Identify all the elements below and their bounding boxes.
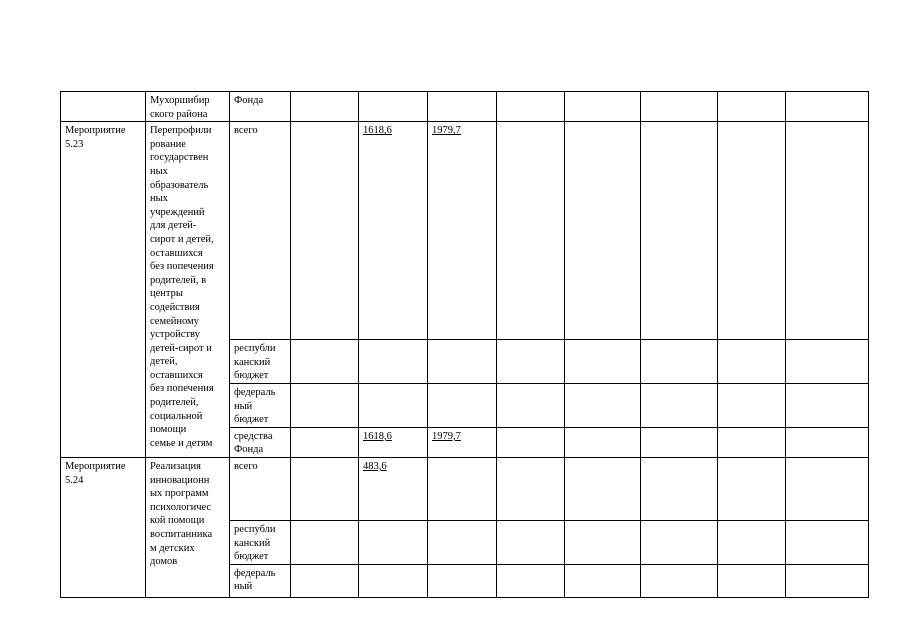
funding-source-cell: федераль ный: [230, 564, 291, 597]
measure-description-cell: Мухоршибир ского района: [146, 92, 230, 122]
funding-source-cell: всего: [230, 457, 291, 520]
amount-cell: [565, 122, 641, 340]
table-row: [61, 92, 869, 122]
amount-cell: [641, 383, 718, 427]
amount-cell: [428, 340, 497, 384]
amount-cell: [428, 383, 497, 427]
funding-source-cell: республи канский бюджет: [230, 340, 291, 384]
measure-id-cell: Мероприятие 5.23: [61, 122, 146, 458]
amount-cell: [291, 92, 359, 122]
amount-cell: [565, 383, 641, 427]
budget-table: [60, 91, 869, 598]
measure-id-cell: [61, 92, 146, 122]
amount-cell: [428, 122, 497, 340]
amount-cell: [359, 457, 428, 520]
amount-cell: [565, 92, 641, 122]
amount-cell: [291, 457, 359, 520]
funding-source-cell: федераль ный бюджет: [230, 383, 291, 427]
amount-cell: [786, 564, 869, 597]
amount-cell: [291, 427, 359, 457]
amount-cell: [641, 520, 718, 564]
amount-cell: [359, 340, 428, 384]
funding-source-cell: Фонда: [230, 92, 291, 122]
amount-cell: [359, 520, 428, 564]
amount-cell: [497, 427, 565, 457]
amount-cell: [497, 383, 565, 427]
table-row: [61, 457, 869, 520]
amount-cell: [641, 564, 718, 597]
amount-cell: [565, 457, 641, 520]
amount-cell: [359, 427, 428, 457]
measure-id-cell: Мероприятие 5.24: [61, 457, 146, 597]
funding-source-cell: всего: [230, 122, 291, 340]
amount-cell: [565, 427, 641, 457]
amount-cell: [359, 92, 428, 122]
amount-cell: [641, 92, 718, 122]
amount-cell: [359, 564, 428, 597]
amount-cell: [497, 340, 565, 384]
amount-cell: [428, 520, 497, 564]
amount-cell: [786, 383, 869, 427]
amount-cell: [291, 564, 359, 597]
amount-cell: [718, 383, 786, 427]
amount-cell: [428, 564, 497, 597]
amount-value: 1979,7: [432, 430, 461, 442]
amount-cell: [291, 383, 359, 427]
amount-cell: [641, 427, 718, 457]
funding-source-cell: республи канский бюджет: [230, 520, 291, 564]
amount-cell: [497, 122, 565, 340]
measure-description-cell: Реализация инновационн ых программ психологичес кой помощи воспитанника м детских домов: [146, 457, 230, 597]
amount-value: 1979,7: [432, 125, 461, 137]
amount-cell: [786, 340, 869, 384]
amount-cell: [565, 520, 641, 564]
amount-cell: [359, 383, 428, 427]
amount-cell: [428, 92, 497, 122]
amount-cell: [786, 457, 869, 520]
amount-value: 483,6: [363, 460, 387, 472]
amount-cell: [359, 122, 428, 340]
amount-cell: [718, 520, 786, 564]
amount-cell: [291, 122, 359, 340]
amount-cell: [718, 122, 786, 340]
amount-cell: [497, 457, 565, 520]
funding-source-cell: средства Фонда: [230, 427, 291, 457]
amount-cell: [786, 520, 869, 564]
amount-cell: [718, 564, 786, 597]
amount-value: 1618,6: [363, 125, 392, 137]
amount-cell: [291, 340, 359, 384]
amount-cell: [641, 122, 718, 340]
amount-cell: [786, 92, 869, 122]
amount-cell: [565, 564, 641, 597]
amount-cell: [718, 427, 786, 457]
amount-cell: [718, 457, 786, 520]
amount-cell: [718, 92, 786, 122]
amount-cell: [565, 340, 641, 384]
table-row: [61, 122, 869, 340]
amount-cell: [718, 340, 786, 384]
amount-cell: [497, 520, 565, 564]
amount-cell: [497, 92, 565, 122]
amount-cell: [428, 427, 497, 457]
amount-cell: [497, 564, 565, 597]
amount-value: 1618,6: [363, 430, 392, 442]
measure-description-cell: Перепрофили рование государствен ных образователь ных учреждений для детей- сирот и детей, оставшихся без попечения родителей, в центры содействия семейному устройству детей-сирот и детей, оставшихся без попечения родителей, социальной помощи семье и детям: [146, 122, 230, 458]
amount-cell: [641, 340, 718, 384]
amount-cell: [786, 427, 869, 457]
amount-cell: [786, 122, 869, 340]
amount-cell: [641, 457, 718, 520]
table-body: [61, 92, 869, 598]
amount-cell: [428, 457, 497, 520]
amount-cell: [291, 520, 359, 564]
